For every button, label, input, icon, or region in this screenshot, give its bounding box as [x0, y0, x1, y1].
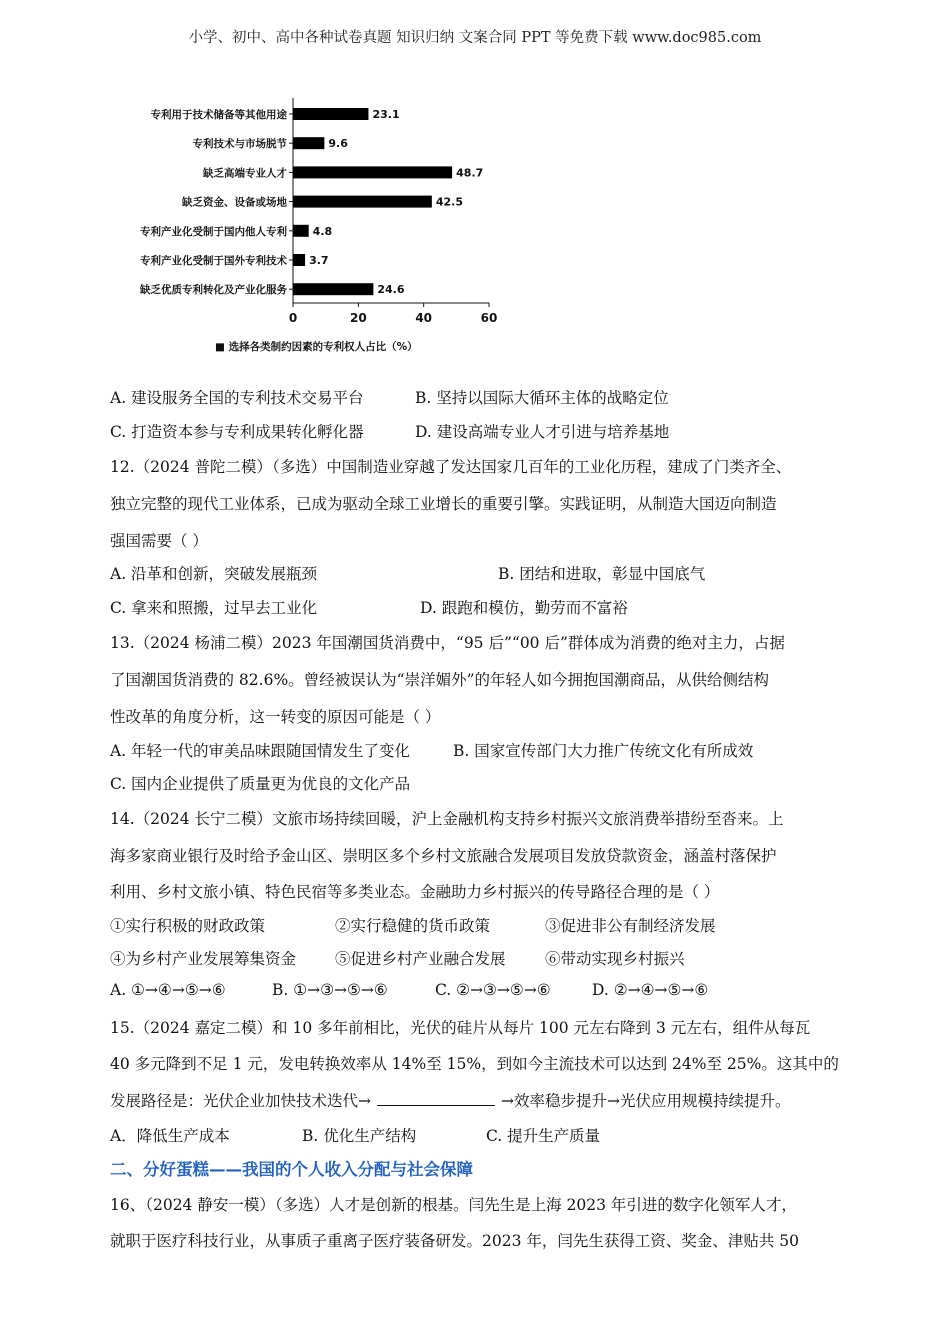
q14-item-6: ⑥带动实现乡村振兴 [545, 950, 685, 968]
q11-option-b[interactable]: B. 坚持以国际大循环主体的战略定位 [415, 389, 669, 407]
q15-option-c[interactable]: C. 提升生产质量 [486, 1127, 601, 1145]
bar-value-label: 9.6 [328, 137, 348, 151]
bar [293, 254, 305, 266]
bar [293, 196, 432, 208]
q12-option-d[interactable]: D. 跟跑和模仿，勤劳而不富裕 [420, 599, 628, 617]
q12-stem-line-3: 强国需要（ ） [110, 532, 208, 550]
x-tick-label: 0 [288, 311, 298, 325]
q14-option-d[interactable]: D. ②→④→⑤→⑥ [592, 981, 709, 999]
q14-item-4: ④为乡村产业发展筹集资金 [110, 950, 297, 968]
q11-option-d[interactable]: D. 建设高端专业人才引进与培养基地 [415, 423, 670, 441]
bar-value-label: 48.7 [456, 166, 484, 180]
q15-line3-prefix: 发展路径是：光伏企业加快技术迭代→ [110, 1092, 371, 1110]
q12-stem-line-2: 独立完整的现代工业体系，已成为驱动全球工业增长的重要引擎。实践证明，从制造大国迈向制造 [110, 495, 777, 513]
q15-option-b[interactable]: B. 优化生产结构 [302, 1127, 417, 1145]
bar-category-label: 专利产业化受制于国外专利技术 [140, 255, 287, 267]
q11-option-c[interactable]: C. 打造资本参与专利成果转化孵化器 [110, 423, 364, 441]
bar-value-label: 3.7 [309, 254, 329, 267]
q14-item-2: ②实行稳健的货币政策 [335, 917, 491, 935]
q14-stem-line-3: 利用、乡村文旅小镇、特色民宿等多类业态。金融助力乡村振兴的传导路径合理的是（ ） [110, 883, 720, 901]
q14-option-b[interactable]: B. ①→③→⑤→⑥ [272, 981, 388, 999]
q15-stem-line-3 [110, 1089, 790, 1111]
bar [293, 137, 324, 149]
bar-chart-svg [110, 98, 510, 360]
bar-category-label: 专利技术与市场脱节 [192, 138, 287, 151]
q13-option-a[interactable]: A. 年轻一代的审美品味跟随国情发生了变化 [110, 742, 411, 760]
q14-item-3: ③促进非公有制经济发展 [545, 917, 716, 935]
section-2-title: 二、分好蛋糕——我国的个人收入分配与社会保障 [110, 1160, 473, 1179]
q12-stem-line-1: 12.（2024 普陀二模）（多选）中国制造业穿越了发达国家几百年的工业化历程，建成了门类齐全、 [110, 458, 792, 476]
bar-category-label: 缺乏资金、设备或场地 [182, 196, 287, 209]
q13-stem-line-3: 性改革的角度分析，这一转变的原因可能是（ ） [110, 708, 441, 726]
q12-option-a[interactable]: A. 沿革和创新，突破发展瓶颈 [110, 565, 318, 583]
x-tick-label: 20 [349, 311, 367, 325]
q15-line3-suffix: →效率稳步提升→光伏应用规模持续提升。 [501, 1092, 791, 1110]
q15-option-a[interactable]: A．降低生产成本 [110, 1127, 230, 1145]
chart-legend: ■ 选择各类制约因素的专利权人占比（%） [215, 341, 418, 353]
bar-value-label: 24.6 [377, 283, 405, 297]
bar [293, 283, 373, 295]
q14-stem-line-2: 海多家商业银行及时给予金山区、崇明区多个乡村文旅融合发展项目发放贷款资金，涵盖村落保护 [110, 847, 777, 865]
x-tick-label: 60 [480, 311, 498, 325]
bar [293, 166, 452, 178]
bar-category-label: 专利产业化受制于国内他人专利 [140, 225, 287, 238]
q12-option-b[interactable]: B. 团结和进取，彰显中国底气 [498, 565, 706, 583]
q15-answer-blank[interactable] [377, 1091, 495, 1106]
q14-stem-line-1: 14.（2024 长宁二模）文旅市场持续回暖，沪上金融机构支持乡村振兴文旅消费举措纷至沓来。上 [110, 810, 784, 828]
bar-chart [110, 98, 510, 360]
q14-item-5: ⑤促进乡村产业融合发展 [335, 950, 506, 968]
q12-option-c[interactable]: C. 拿来和照搬，过早去工业化 [110, 599, 318, 617]
bar-category-label: 缺乏高端专业人才 [203, 167, 287, 180]
bar [293, 225, 309, 237]
q14-item-1: ①实行积极的财政政策 [110, 917, 266, 935]
q14-option-a[interactable]: A. ①→④→⑤→⑥ [110, 981, 226, 999]
q14-option-c[interactable]: C. ②→③→⑤→⑥ [435, 981, 551, 999]
q13-option-b[interactable]: B. 国家宣传部门大力推广传统文化有所成效 [453, 742, 754, 760]
bar-value-label: 4.8 [312, 224, 333, 238]
q13-option-c[interactable]: C. 国内企业提供了质量更为优良的文化产品 [110, 775, 411, 793]
bar-category-label: 缺乏优质专利转化及产业化服务 [140, 284, 287, 297]
q16-stem-line-1: 16、（2024 静安一模）（多选）人才是创新的根基。闫先生是上海 2023 年引进的数字化领军人才， [110, 1196, 797, 1214]
q13-stem-line-1: 13.（2024 杨浦二模）2023 年国潮国货消费中，“95 后”“00 后”群体成为消费的绝对主力，占据 [110, 634, 785, 652]
q16-stem-line-2: 就职于医疗科技行业，从事质子重离子医疗装备研发。2023 年，闫先生获得工资、奖金、津贴共 50 [110, 1232, 800, 1250]
page-header: 小学、初中、高中各种试卷真题 知识归纳 文案合同 PPT 等免费下载 www.doc985.com [188, 30, 762, 46]
bar-category-label: 专利用于技术储备等其他用途 [150, 109, 287, 121]
x-tick-label: 40 [415, 311, 433, 325]
q15-stem-line-2: 40 多元降到不足 1 元，发电转换效率从 14%至 15%，到如今主流技术可以达到 24%至 25%。这其中的 [110, 1055, 839, 1073]
bar [293, 108, 368, 120]
q13-stem-line-2: 了国潮国货消费的 82.6%。曾经被误认为“崇洋媚外”的年轻人如今拥抱国潮商品，从供给侧结构 [110, 671, 770, 689]
bar-value-label: 42.5 [435, 195, 463, 209]
bar-value-label: 23.1 [372, 108, 400, 121]
q15-stem-line-1: 15.（2024 嘉定二模）和 10 多年前相比，光伏的硅片从每片 100 元左右降到 3 元左右，组件从每瓦 [110, 1019, 811, 1037]
q11-option-a[interactable]: A. 建设服务全国的专利技术交易平台 [110, 389, 364, 407]
